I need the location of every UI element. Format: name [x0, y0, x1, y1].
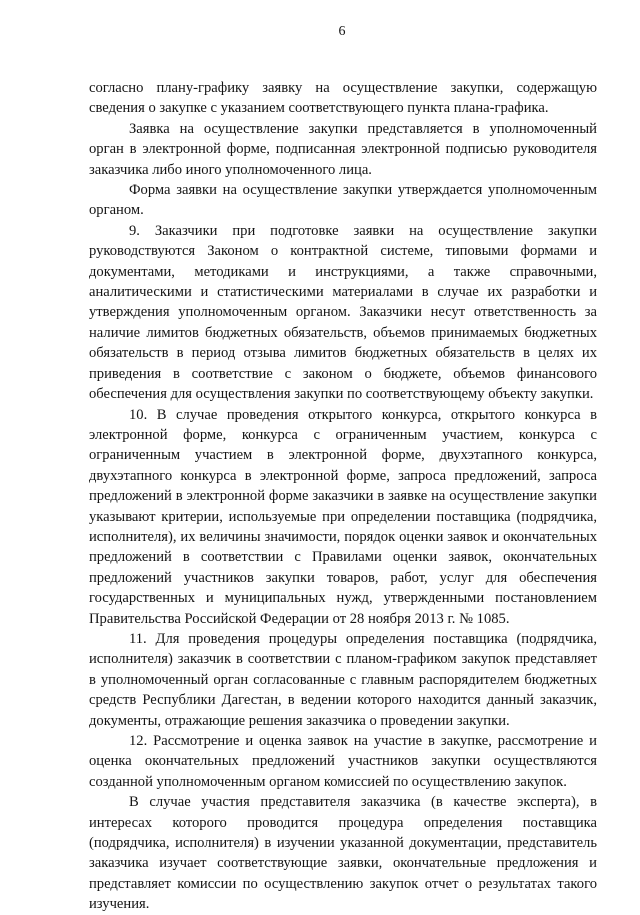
paragraph-customer-representative: В случае участия представителя заказчика (в качестве эксперта), в интересах которого проводится процедура определения поставщика (подрядчика, исполнителя) в изучении указанной документации, представитель заказчика изучает соответствующие заявки, окончательные предложения и представляет комиссии по осуществлению закупок отчет о результатах такого изучения. [89, 794, 597, 913]
paragraph-item-10: 10. В случае проведения открытого конкурса, открытого конкурса в электронной форме, конкурса с ограниченным участием, конкурса с ограниченным участием в электронной форме, двухэтапного конкурса, двухэтапного конкурса в электронной форме, запроса предложений, запроса предложений в электронной форме заказчики в заявке на осуществление закупки указывают критерии, используемые при определении поставщика (подрядчика, исполнителя), их величины значимости, порядок оценки заявок и окончательных предложений в соответствии с Правилами оценки заявок, окончательных предложений участников закупки товаров, работ, услуг для обеспечения государственных и муниципальных нужд, утвержденными постановлением Правительства Российской Федерации от 28 ноября 2013 г. № 1085. [89, 406, 597, 627]
page-number: 6 [338, 24, 346, 39]
paragraph-application-form: Форма заявки на осуществление закупки утверждается уполномоченным органом. [89, 182, 597, 219]
paragraph-item-12: 12. Рассмотрение и оценка заявок на участие в закупке, рассмотрение и оценка окончательных предложений участников закупки осуществляются созданной уполномоченным органом комиссией по осуществлению закупок. [89, 733, 597, 790]
paragraph-item-11: 11. Для проведения процедуры определения поставщика (подрядчика, исполнителя) заказчик в соответствии с планом-графиком закупок представляет в уполномоченный орган согласованные с главным распорядителем бюджетных средств Республики Дагестан, в ведении которого находится данный заказчик, документы, отражающие решения заказчика о проведении закупки. [89, 630, 597, 729]
paragraph-item-9: 9. Заказчики при подготовке заявки на осуществление закупки руководствуются Законом о контрактной системе, типовыми формами и документами, методиками и инструкциями, а также справочными, аналитическими и статистическими материалами в случае их разработки и утверждения уполномоченным органом. Заказчики несут ответственность за наличие лимитов бюджетных обязательств, объемов принимаемых бюджетных обязательств в период отзыва лимитов бюджетных обязательств в целях их приведения в соответствие с законом о бюджете, объемов финансового обеспечения для осуществления закупки по соответствующему объекту закупки. [89, 222, 597, 403]
paragraph-continuation: согласно плану-графику заявку на осуществление закупки, содержащую сведения о закупке с указанием соответствующего пункта плана-графика. [89, 80, 597, 117]
document-body [89, 78, 597, 915]
paragraph-application-submission: Заявка на осуществление закупки представляется в уполномоченный орган в электронной форме, подписанная электронной подписью руководителя заказчика либо иного уполномоченного лица. [89, 120, 597, 178]
